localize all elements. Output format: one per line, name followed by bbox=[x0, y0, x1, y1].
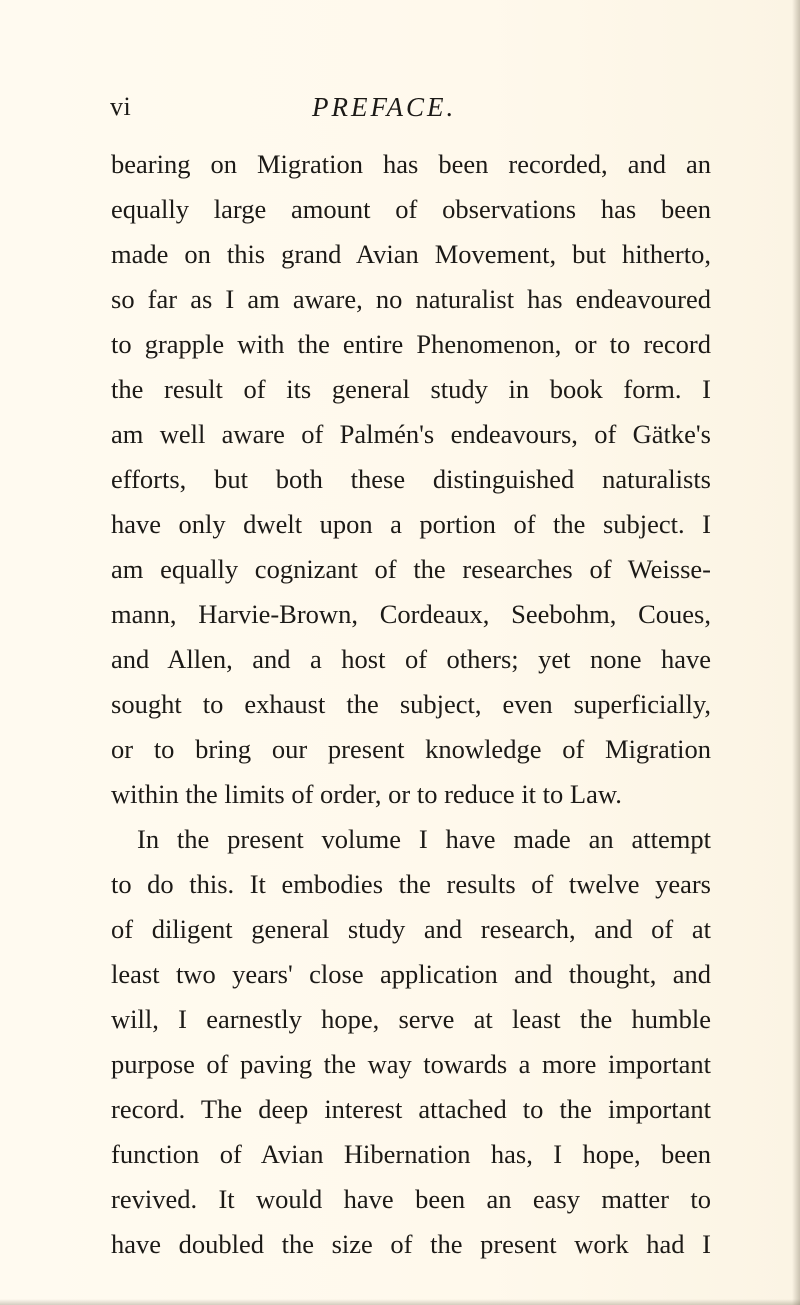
running-head: PREFACE. bbox=[312, 92, 457, 122]
page-header bbox=[0, 92, 800, 132]
text-line: am well aware of Palmén's endeavours, of Gätke's bbox=[111, 419, 711, 449]
text-line: function of Avian Hibernation has, I hope, been bbox=[111, 1139, 711, 1169]
text-line: bearing on Migration has been recorded, and an bbox=[111, 149, 711, 179]
text-line: record. The deep interest attached to the important bbox=[111, 1094, 711, 1124]
text-line: have only dwelt upon a portion of the subject. I bbox=[111, 509, 711, 539]
text-line: so far as I am aware, no naturalist has endeavoured bbox=[111, 284, 711, 314]
text-line: revived. It would have been an easy matter to bbox=[111, 1184, 711, 1214]
text-line: sought to exhaust the subject, even superficially, bbox=[111, 689, 711, 719]
text-line: efforts, but both these distinguished naturalists bbox=[111, 464, 711, 494]
text-line: have doubled the size of the present work had I bbox=[111, 1229, 711, 1259]
text-line: to grapple with the entire Phenomenon, or to record bbox=[111, 329, 711, 359]
text-line: and Allen, and a host of others; yet none have bbox=[111, 644, 711, 674]
text-line: within the limits of order, or to reduce it to Law. bbox=[111, 779, 622, 809]
text-line: to do this. It embodies the results of twelve years bbox=[111, 869, 711, 899]
text-line: made on this grand Avian Movement, but hitherto, bbox=[111, 239, 711, 269]
text-line: mann, Harvie-Brown, Cordeaux, Seebohm, Coues, bbox=[111, 599, 711, 629]
page-bottom-shadow bbox=[0, 1299, 800, 1305]
text-line: will, I earnestly hope, serve at least the humble bbox=[111, 1004, 711, 1034]
text-line: of diligent general study and research, and of at bbox=[111, 914, 711, 944]
page-number: vi bbox=[110, 92, 132, 121]
paragraph-first-line: In the present volume I have made an attempt bbox=[137, 824, 711, 854]
page-edge-shadow bbox=[792, 0, 800, 1305]
text-line: or to bring our present knowledge of Migration bbox=[111, 734, 711, 764]
body-text bbox=[111, 142, 711, 1267]
text-line: am equally cognizant of the researches of Weisse- bbox=[111, 554, 711, 584]
text-line: purpose of paving the way towards a more important bbox=[111, 1049, 711, 1079]
text-line: the result of its general study in book form. I bbox=[111, 374, 711, 404]
text-line: least two years' close application and thought, and bbox=[111, 959, 711, 989]
text-line: equally large amount of observations has been bbox=[111, 194, 711, 224]
